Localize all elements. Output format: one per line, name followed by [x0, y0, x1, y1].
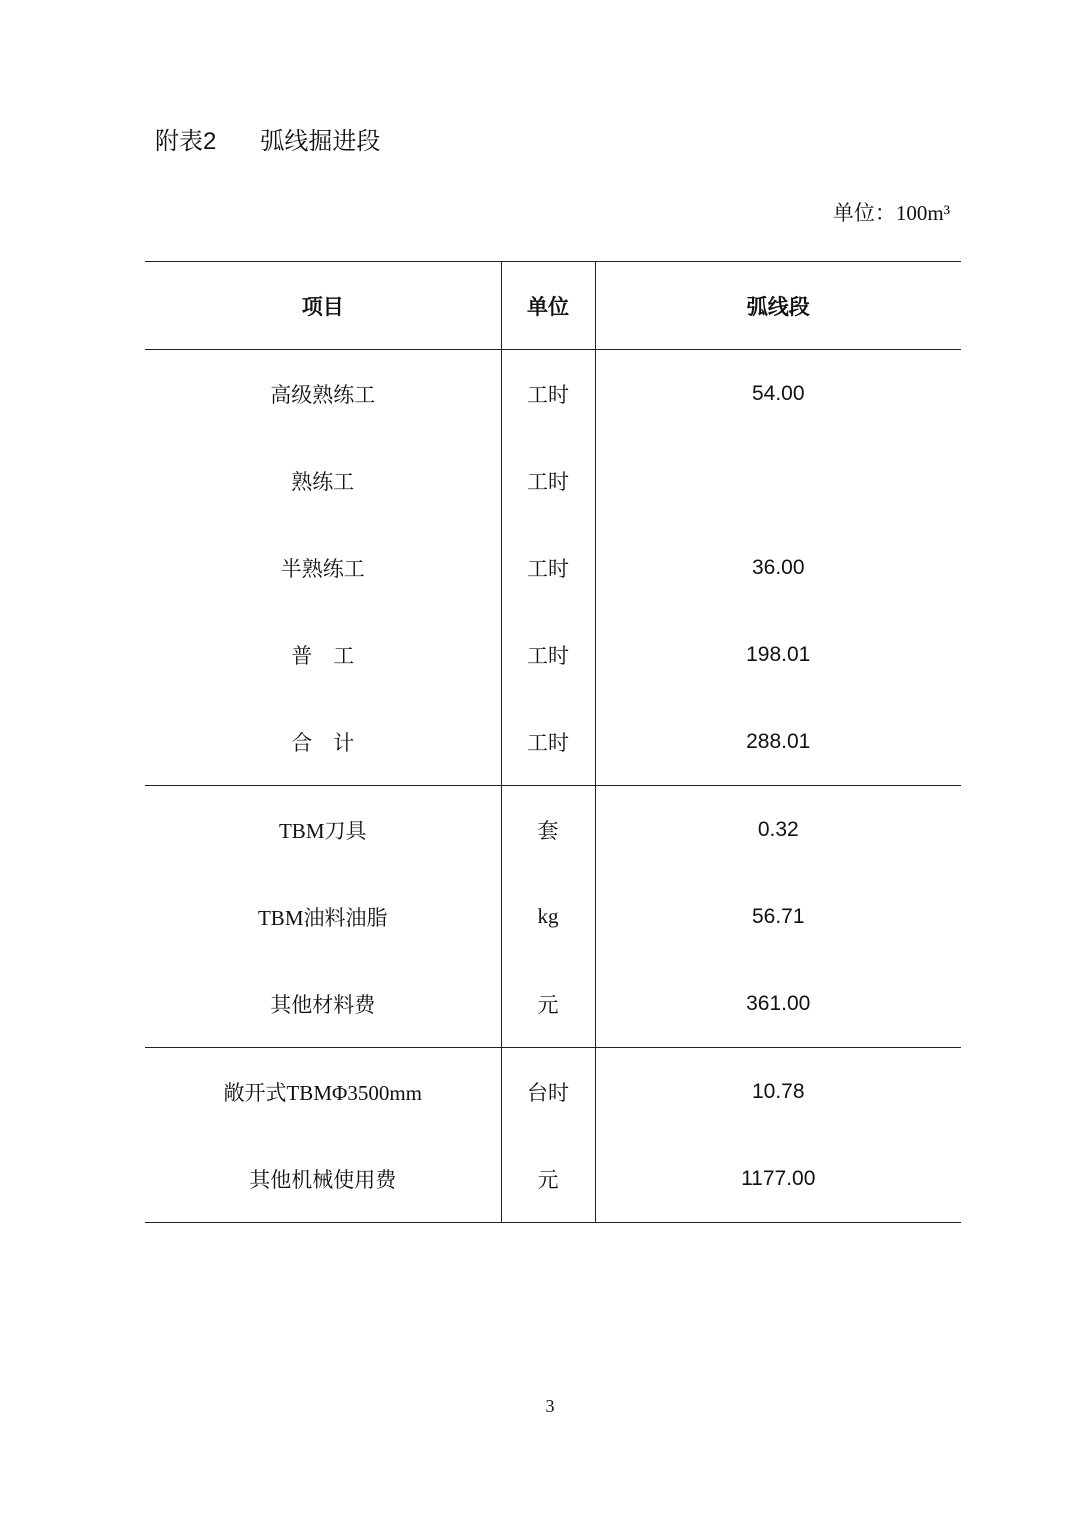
table-row: [145, 786, 961, 874]
column-header-item: 项目: [145, 262, 501, 350]
row-value: 36.00: [595, 524, 961, 611]
row-item: 高级熟练工: [145, 350, 501, 438]
row-unit: 套: [501, 786, 595, 874]
row-unit: 元: [501, 960, 595, 1048]
row-unit: 工时: [501, 698, 595, 786]
unit-note: 单位：100m³: [832, 201, 950, 225]
row-value: 56.71: [595, 873, 961, 960]
row-value: 1177.00: [595, 1135, 961, 1223]
row-value: 0.32: [595, 786, 961, 874]
table-row: [145, 524, 961, 611]
row-unit: 元: [501, 1135, 595, 1223]
table-header-row: [145, 262, 961, 350]
row-item: 其他材料费: [145, 960, 501, 1048]
table-title: 弧线掘进段: [260, 128, 381, 155]
row-item: 其他机械使用费: [145, 1135, 501, 1223]
row-item: 合 计: [145, 698, 501, 786]
row-item: 敞开式TBMΦ3500mm: [145, 1048, 501, 1136]
table-row: [145, 350, 961, 438]
table-row: [145, 1135, 961, 1223]
quota-table: [145, 261, 961, 1223]
row-item: 半熟练工: [145, 524, 501, 611]
row-unit: 工时: [501, 437, 595, 524]
row-unit: 工时: [501, 524, 595, 611]
row-value: 361.00: [595, 960, 961, 1048]
table-row: [145, 437, 961, 524]
row-value: 198.01: [595, 611, 961, 698]
table-row: [145, 1048, 961, 1136]
table-row: [145, 698, 961, 786]
table-row: [145, 960, 961, 1048]
row-unit: 工时: [501, 611, 595, 698]
row-value: 10.78: [595, 1048, 961, 1136]
row-item: TBM刀具: [145, 786, 501, 874]
table-heading: [155, 124, 380, 160]
column-header-unit: 单位: [501, 262, 595, 350]
row-item: 普 工: [145, 611, 501, 698]
row-item: 熟练工: [145, 437, 501, 524]
table-row: [145, 611, 961, 698]
row-unit: 工时: [501, 350, 595, 438]
row-value: 54.00: [595, 350, 961, 438]
row-unit: kg: [501, 873, 595, 960]
row-value: [595, 437, 961, 524]
row-item: TBM油料油脂: [145, 873, 501, 960]
column-header-value: 弧线段: [595, 262, 961, 350]
row-value: 288.01: [595, 698, 961, 786]
page-number: 3: [545, 1396, 555, 1416]
table-row: [145, 873, 961, 960]
table-number: 附表2: [155, 128, 217, 155]
row-unit: 台时: [501, 1048, 595, 1136]
